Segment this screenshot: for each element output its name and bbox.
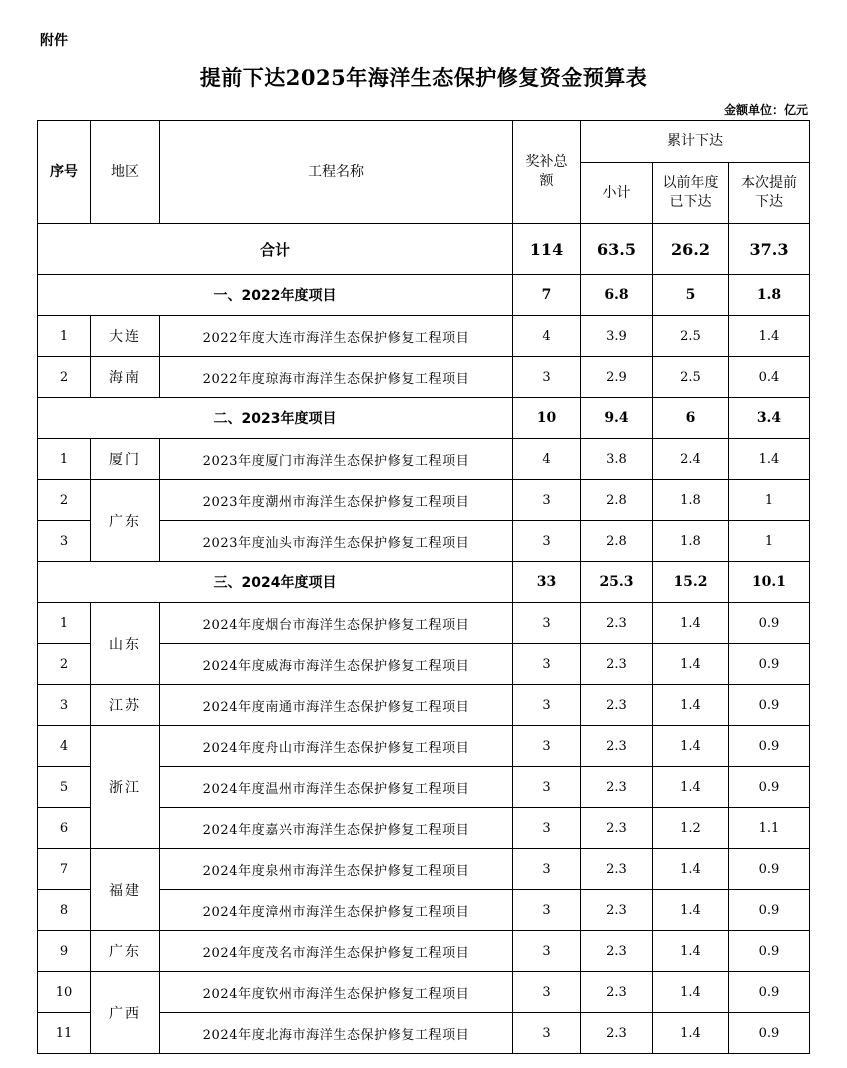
- cell-seq: 10: [38, 972, 91, 1013]
- cell-previous: 1.4: [653, 644, 729, 685]
- cell-subtotal: 2.3: [581, 1013, 653, 1054]
- cell-current: 0.9: [729, 767, 810, 808]
- table-row: [38, 603, 810, 644]
- cell-total: 3: [513, 685, 581, 726]
- table-row: [38, 439, 810, 480]
- unit-label: 金额单位：亿元: [723, 103, 808, 117]
- cell-project: 2024年度钦州市海洋生态保护修复工程项目: [160, 972, 513, 1013]
- cell-subtotal: 2.9: [581, 357, 653, 398]
- section-subtotal: 6.8: [581, 275, 653, 316]
- cell-subtotal: 3.8: [581, 439, 653, 480]
- cell-seq: 4: [38, 726, 91, 767]
- total-amount: 114: [513, 224, 581, 275]
- table-row: [38, 726, 810, 767]
- cell-total: 3: [513, 808, 581, 849]
- cell-seq: 1: [38, 603, 91, 644]
- section-current: 10.1: [729, 562, 810, 603]
- cell-region: 广东: [91, 480, 160, 562]
- cell-project: 2024年度南通市海洋生态保护修复工程项目: [160, 685, 513, 726]
- cell-total: 3: [513, 1013, 581, 1054]
- total-previous: 26.2: [653, 224, 729, 275]
- table-row: [38, 480, 810, 521]
- cell-previous: 2.4: [653, 439, 729, 480]
- cell-project: 2023年度汕头市海洋生态保护修复工程项目: [160, 521, 513, 562]
- header-region: 地区: [91, 121, 160, 224]
- cell-current: 0.9: [729, 1013, 810, 1054]
- cell-current: 0.9: [729, 890, 810, 931]
- cell-subtotal: 2.3: [581, 644, 653, 685]
- cell-subtotal: 2.3: [581, 726, 653, 767]
- cell-total: 3: [513, 972, 581, 1013]
- table-row: [38, 849, 810, 890]
- section-total: 33: [513, 562, 581, 603]
- section-row-2023: [38, 398, 810, 439]
- cell-subtotal: 2.3: [581, 603, 653, 644]
- cell-subtotal: 2.3: [581, 767, 653, 808]
- cell-project: 2024年度威海市海洋生态保护修复工程项目: [160, 644, 513, 685]
- cell-current: 0.9: [729, 849, 810, 890]
- cell-project: 2024年度温州市海洋生态保护修复工程项目: [160, 767, 513, 808]
- section-subtotal: 9.4: [581, 398, 653, 439]
- header-seq: 序号: [38, 121, 91, 224]
- budget-table: [37, 120, 810, 1054]
- cell-region: 福建: [91, 849, 160, 931]
- cell-region: 江苏: [91, 685, 160, 726]
- cell-previous: 2.5: [653, 357, 729, 398]
- section-previous: 15.2: [653, 562, 729, 603]
- cell-previous: 1.4: [653, 890, 729, 931]
- header-subtotal: 小计: [581, 163, 653, 224]
- cell-region: 大连: [91, 316, 160, 357]
- cell-total: 3: [513, 767, 581, 808]
- cell-total: 3: [513, 480, 581, 521]
- cell-region: 浙江: [91, 726, 160, 849]
- cell-subtotal: 2.3: [581, 849, 653, 890]
- cell-current: 0.4: [729, 357, 810, 398]
- cell-total: 3: [513, 890, 581, 931]
- section-label: 一、2022年度项目: [38, 275, 513, 316]
- cell-region: 海南: [91, 357, 160, 398]
- header-cumulative: 累计下达: [581, 121, 810, 163]
- cell-subtotal: 2.3: [581, 890, 653, 931]
- table-row: [38, 972, 810, 1013]
- cell-seq: 1: [38, 439, 91, 480]
- section-previous: 6: [653, 398, 729, 439]
- cell-current: 1.1: [729, 808, 810, 849]
- cell-total: 4: [513, 439, 581, 480]
- cell-project: 2024年度舟山市海洋生态保护修复工程项目: [160, 726, 513, 767]
- cell-seq: 2: [38, 480, 91, 521]
- cell-previous: 1.4: [653, 849, 729, 890]
- total-current: 37.3: [729, 224, 810, 275]
- header-total: 奖补总额: [513, 121, 581, 224]
- table-row: [38, 316, 810, 357]
- cell-seq: 3: [38, 685, 91, 726]
- cell-project: 2024年度漳州市海洋生态保护修复工程项目: [160, 890, 513, 931]
- cell-previous: 1.2: [653, 808, 729, 849]
- cell-subtotal: 2.8: [581, 480, 653, 521]
- cell-current: 0.9: [729, 603, 810, 644]
- cell-current: 1: [729, 521, 810, 562]
- section-current: 1.8: [729, 275, 810, 316]
- cell-seq: 5: [38, 767, 91, 808]
- page-title: 提前下达2025年海洋生态保护修复资金预算表: [199, 65, 648, 90]
- cell-previous: 1.8: [653, 521, 729, 562]
- total-subtotal: 63.5: [581, 224, 653, 275]
- cell-seq: 7: [38, 849, 91, 890]
- cell-project: 2022年度大连市海洋生态保护修复工程项目: [160, 316, 513, 357]
- cell-region: 广东: [91, 931, 160, 972]
- header-project: 工程名称: [160, 121, 513, 224]
- cell-previous: 1.4: [653, 726, 729, 767]
- cell-seq: 3: [38, 521, 91, 562]
- cell-subtotal: 2.8: [581, 521, 653, 562]
- cell-subtotal: 2.3: [581, 931, 653, 972]
- cell-seq: 2: [38, 357, 91, 398]
- cell-total: 3: [513, 849, 581, 890]
- cell-previous: 1.4: [653, 972, 729, 1013]
- header-current: 本次提前下达: [729, 163, 810, 224]
- cell-previous: 1.4: [653, 931, 729, 972]
- cell-previous: 1.4: [653, 1013, 729, 1054]
- cell-total: 3: [513, 644, 581, 685]
- header-previous: 以前年度已下达: [653, 163, 729, 224]
- cell-previous: 1.4: [653, 685, 729, 726]
- cell-seq: 6: [38, 808, 91, 849]
- section-total: 10: [513, 398, 581, 439]
- total-label: 合计: [38, 224, 513, 275]
- cell-region: 广西: [91, 972, 160, 1054]
- cell-seq: 11: [38, 1013, 91, 1054]
- cell-total: 3: [513, 521, 581, 562]
- section-current: 3.4: [729, 398, 810, 439]
- cell-total: 3: [513, 603, 581, 644]
- section-row-2024: [38, 562, 810, 603]
- cell-project: 2024年度烟台市海洋生态保护修复工程项目: [160, 603, 513, 644]
- total-row: [38, 224, 810, 275]
- cell-previous: 1.4: [653, 767, 729, 808]
- cell-seq: 2: [38, 644, 91, 685]
- cell-region: 山东: [91, 603, 160, 685]
- cell-current: 0.9: [729, 726, 810, 767]
- cell-project: 2024年度茂名市海洋生态保护修复工程项目: [160, 931, 513, 972]
- table-row: [38, 685, 810, 726]
- cell-project: 2024年度嘉兴市海洋生态保护修复工程项目: [160, 808, 513, 849]
- cell-project: 2023年度潮州市海洋生态保护修复工程项目: [160, 480, 513, 521]
- cell-seq: 9: [38, 931, 91, 972]
- cell-current: 0.9: [729, 685, 810, 726]
- cell-current: 0.9: [729, 972, 810, 1013]
- table-row: [38, 931, 810, 972]
- cell-previous: 2.5: [653, 316, 729, 357]
- cell-current: 0.9: [729, 644, 810, 685]
- cell-current: 1.4: [729, 316, 810, 357]
- section-label: 三、2024年度项目: [38, 562, 513, 603]
- cell-total: 3: [513, 726, 581, 767]
- section-label: 二、2023年度项目: [38, 398, 513, 439]
- section-previous: 5: [653, 275, 729, 316]
- table-row: [38, 357, 810, 398]
- cell-total: 3: [513, 357, 581, 398]
- cell-current: 1: [729, 480, 810, 521]
- cell-previous: 1.8: [653, 480, 729, 521]
- cell-project: 2024年度北海市海洋生态保护修复工程项目: [160, 1013, 513, 1054]
- section-subtotal: 25.3: [581, 562, 653, 603]
- cell-project: 2024年度泉州市海洋生态保护修复工程项目: [160, 849, 513, 890]
- section-row-2022: [38, 275, 810, 316]
- cell-total: 4: [513, 316, 581, 357]
- cell-subtotal: 2.3: [581, 808, 653, 849]
- cell-current: 1.4: [729, 439, 810, 480]
- cell-region: 厦门: [91, 439, 160, 480]
- attachment-label: 附件: [40, 33, 68, 49]
- cell-subtotal: 2.3: [581, 685, 653, 726]
- cell-seq: 1: [38, 316, 91, 357]
- cell-project: 2023年度厦门市海洋生态保护修复工程项目: [160, 439, 513, 480]
- cell-previous: 1.4: [653, 603, 729, 644]
- cell-seq: 8: [38, 890, 91, 931]
- cell-subtotal: 3.9: [581, 316, 653, 357]
- cell-subtotal: 2.3: [581, 972, 653, 1013]
- cell-project: 2022年度琼海市海洋生态保护修复工程项目: [160, 357, 513, 398]
- cell-current: 0.9: [729, 931, 810, 972]
- section-total: 7: [513, 275, 581, 316]
- cell-total: 3: [513, 931, 581, 972]
